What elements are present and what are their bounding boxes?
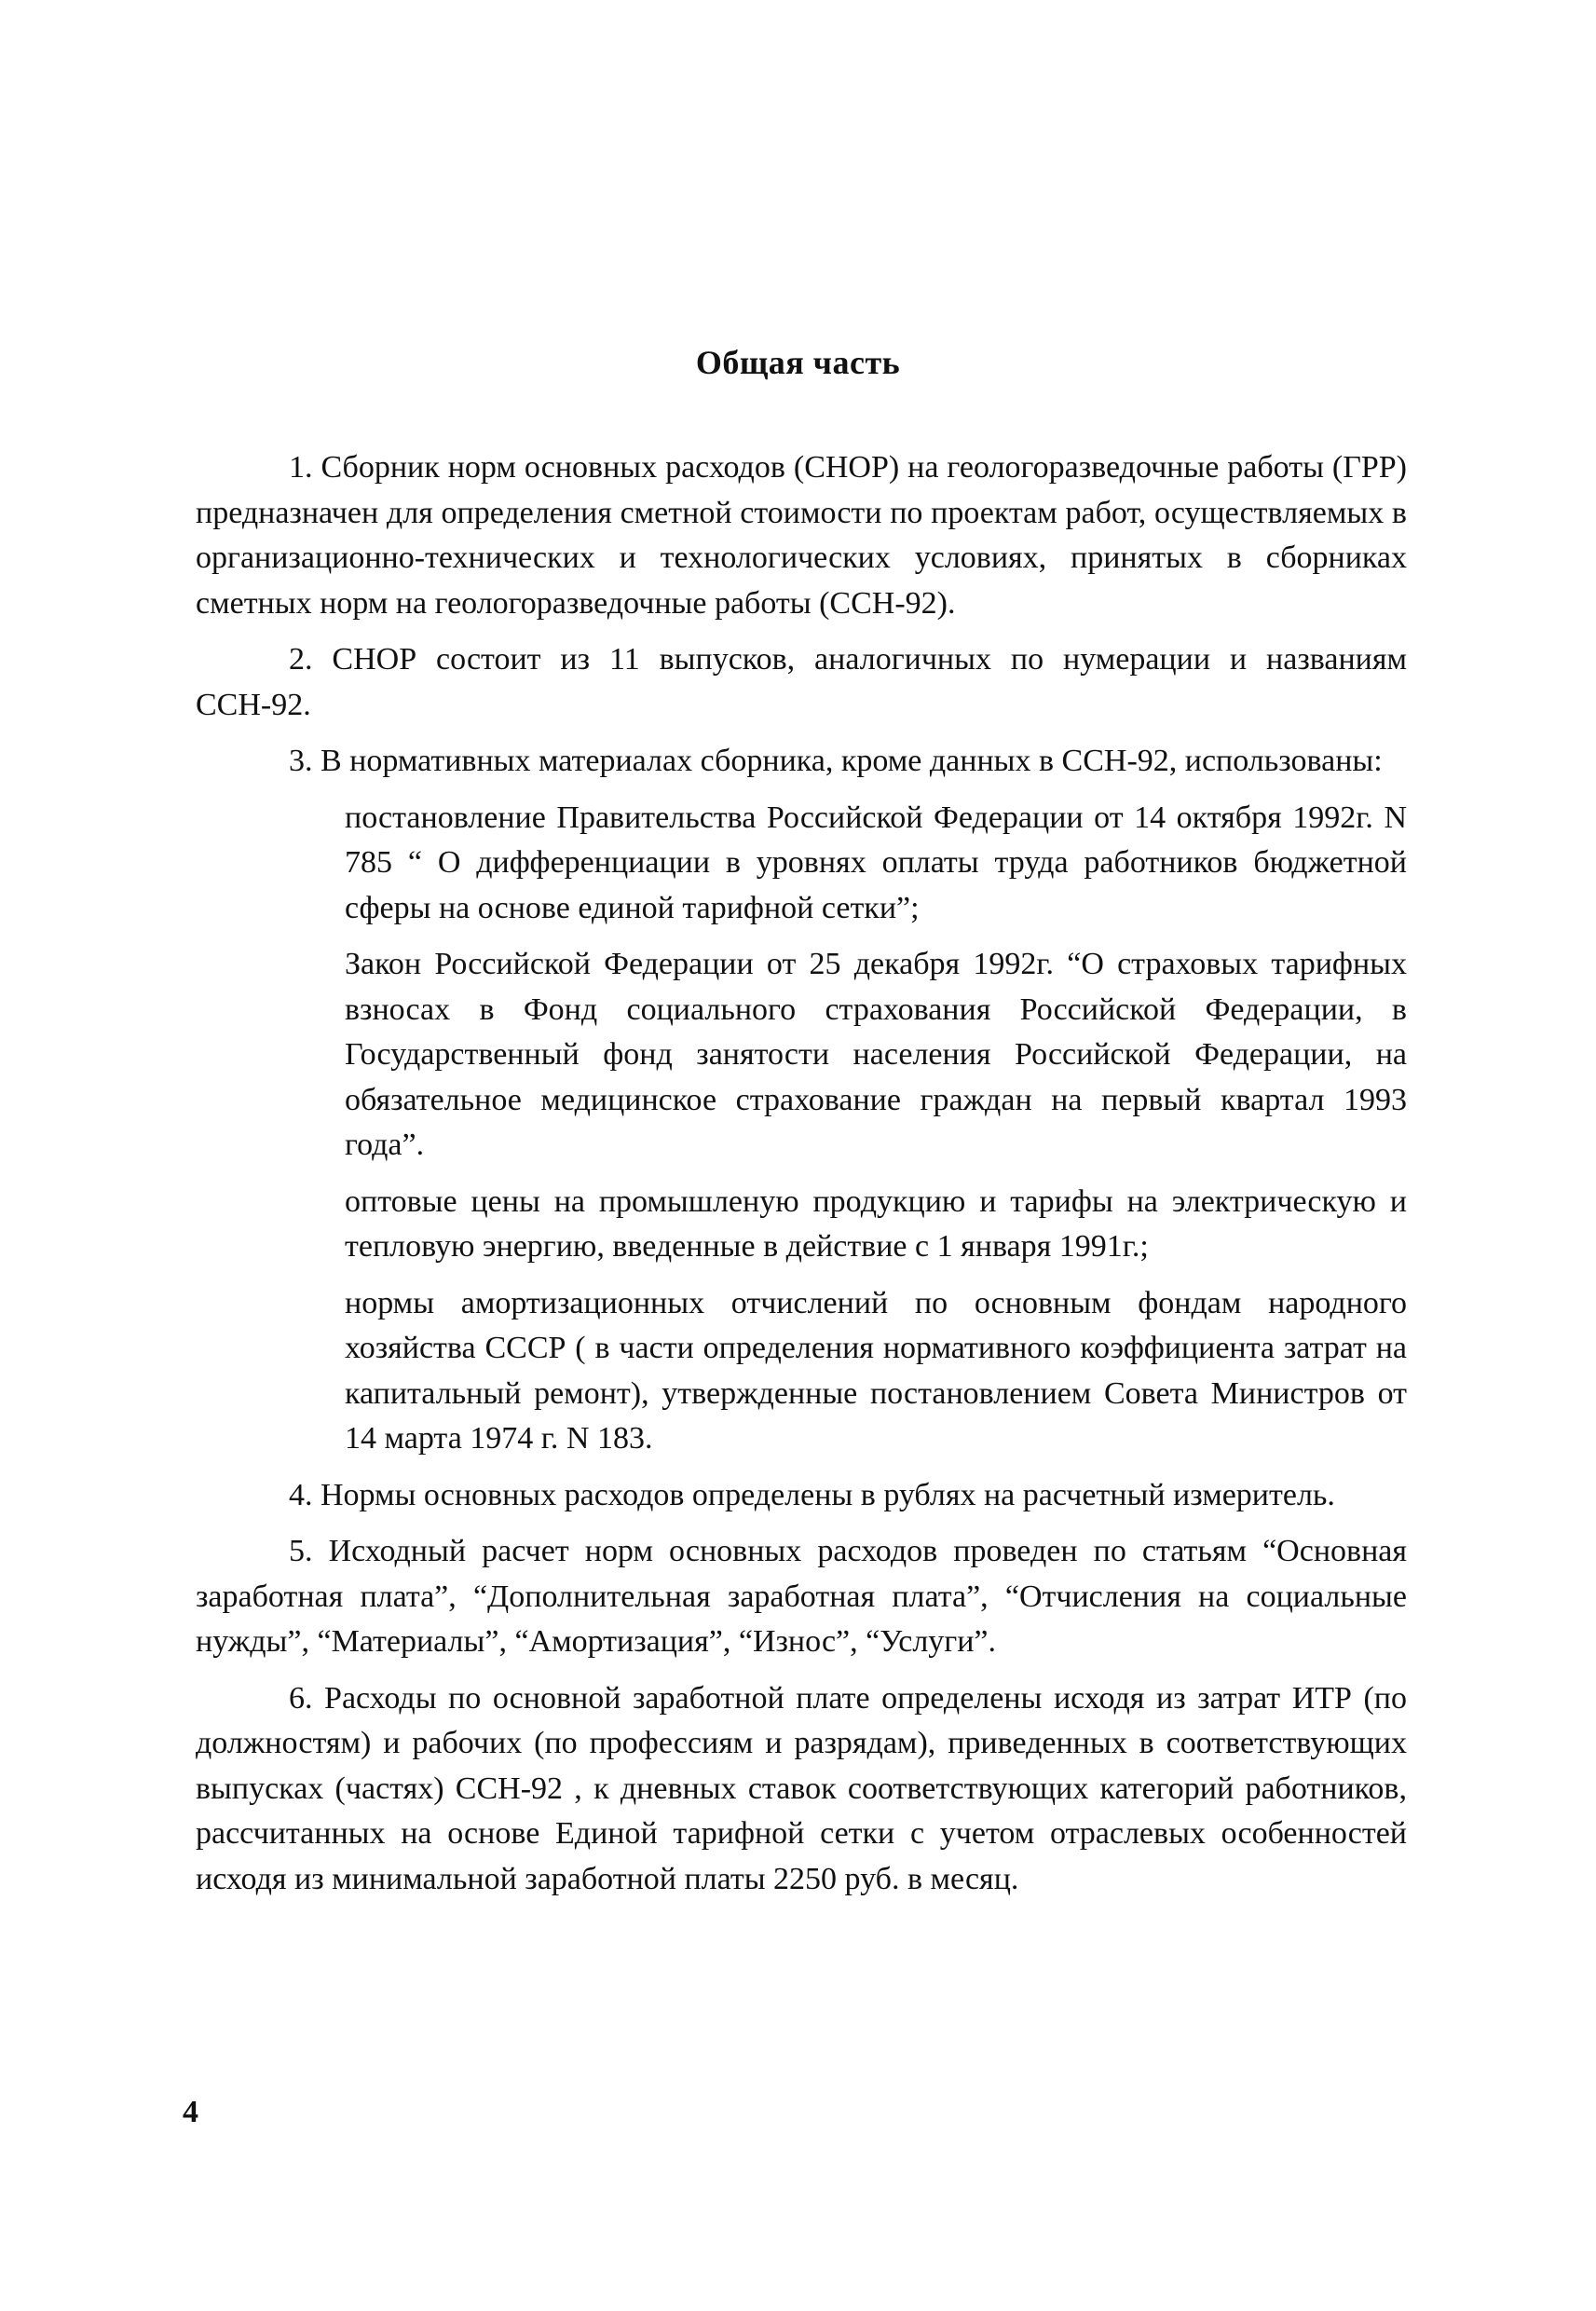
paragraph-2: 2. СНОР состоит из 11 выпусков, аналогичных по нумерации и названиям ССН-92. bbox=[196, 642, 1407, 722]
source-item-wholesale-prices: оптовые цены на промышленую продукцию и тарифы на электрическую и тепловую энергию, введенные в действие с 1 января 1991г.; bbox=[345, 1183, 1407, 1264]
source-item-federal-law: Закон Российской Федерации от 25 декабря 1992г. “О страховых тарифных взносах в Фонд социального страхования Российской Федерации, в Государственный фонд занятости населения Российской Федерации, на обязательное медицинское страхование граждан на первый квартал 1993 года”. bbox=[345, 947, 1407, 1162]
source-item-depreciation-norms: нормы амортизационных отчислений по основным фондам народного хозяйства СССР ( в части определения нормативного коэффициента затрат на капитальный ремонт), утвержденные постановлением Совета Министров от 14 марта 1974 г. N 183. bbox=[345, 1285, 1407, 1456]
page-number: 4 bbox=[183, 2095, 198, 2129]
paragraph-1: 1. Сборник норм основных расходов (СНОР) на геологоразведочные работы (ГРР) предназначен для определения сметной стоимости по проектам работ, осуществляемых в организационно-технических и технологических условиях, принятых в сборниках сметных норм на геологоразведочные работы (ССН-92). bbox=[196, 450, 1407, 621]
source-item-government-decree: постановление Правительства Российской Федерации от 14 октября 1992г. N 785 “ О дифференциации в уровнях оплаты труда работников бюджетной сферы на основе единой тарифной сетки”; bbox=[345, 800, 1407, 925]
paragraph-4: 4. Нормы основных расходов определены в рублях на расчетный измеритель. bbox=[289, 1477, 1335, 1512]
section-title: Общая часть bbox=[695, 344, 901, 381]
paragraph-6: 6. Расходы по основной заработной плате определены исходя из затрат ИТР (по должностям) и рабочих (по профессиям и разрядам), приведенных в соответствующих выпусках (частях) ССН-92 , к дневных ставок соответствующих категорий работников, рассчитанных на основе Единой тарифной сетки с учетом отраслевых особенностей исходя из минимальной заработной платы 2250 руб. в месяц. bbox=[196, 1680, 1407, 1896]
paragraph-5: 5. Исходный расчет норм основных расходов проведен по статьям “Основная заработная плата”, “Дополнительная заработная плата”, “Отчисления на социальные нужды”, “Материалы”, “Амортизация”, “Износ”, “Услуги”. bbox=[196, 1534, 1407, 1659]
paragraph-3: 3. В нормативных материалах сборника, кроме данных в ССН-92, использованы: bbox=[289, 744, 1383, 778]
document-body bbox=[196, 445, 1407, 1913]
